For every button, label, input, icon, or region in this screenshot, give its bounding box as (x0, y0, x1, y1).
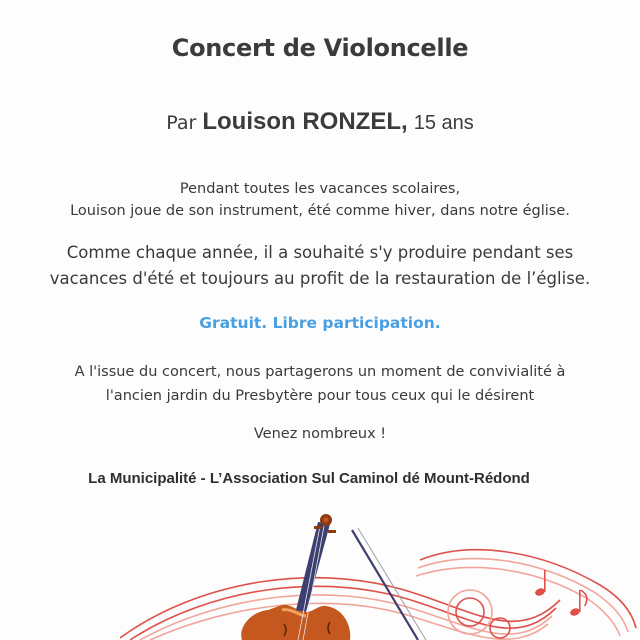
performer-byline (0, 108, 640, 136)
poster-title: Concert de Violoncelle (171, 34, 469, 62)
intro-paragraph (0, 178, 640, 222)
organizers-line: La Municipalité - L’Association Sul Caminol dé Mount-Rédond (88, 470, 530, 487)
intro-line: Pendant toutes les vacances scolaires, (179, 181, 461, 197)
reception-paragraph (0, 360, 640, 408)
purpose-paragraph (0, 240, 640, 292)
performer-age: 15 ans (413, 112, 474, 134)
performer-name: Louison RONZEL, (202, 108, 408, 135)
purpose-line: Comme chaque année, il a souhaité s'y produire pendant ses (66, 243, 574, 262)
violin-with-music-staff-icon (0, 500, 640, 640)
intro-line: Louison joue de son instrument, été comme hiver, dans notre église. (70, 203, 570, 219)
reception-line: A l'issue du concert, nous partagerons un moment de convivialité à (74, 364, 566, 380)
bow-icon (352, 528, 426, 640)
violin-icon (241, 514, 350, 640)
music-staff-swirl (120, 550, 636, 640)
purpose-line: vacances d'été et toujours au profit de la restauration de l’église. (49, 269, 591, 288)
reception-line: l'ancien jardin du Presbytère pour tous ceux qui le désirent (105, 388, 535, 404)
invitation-text: Venez nombreux ! (253, 426, 387, 442)
byline-prefix: Par (166, 112, 197, 134)
admission-note: Gratuit. Libre participation. (199, 314, 441, 332)
